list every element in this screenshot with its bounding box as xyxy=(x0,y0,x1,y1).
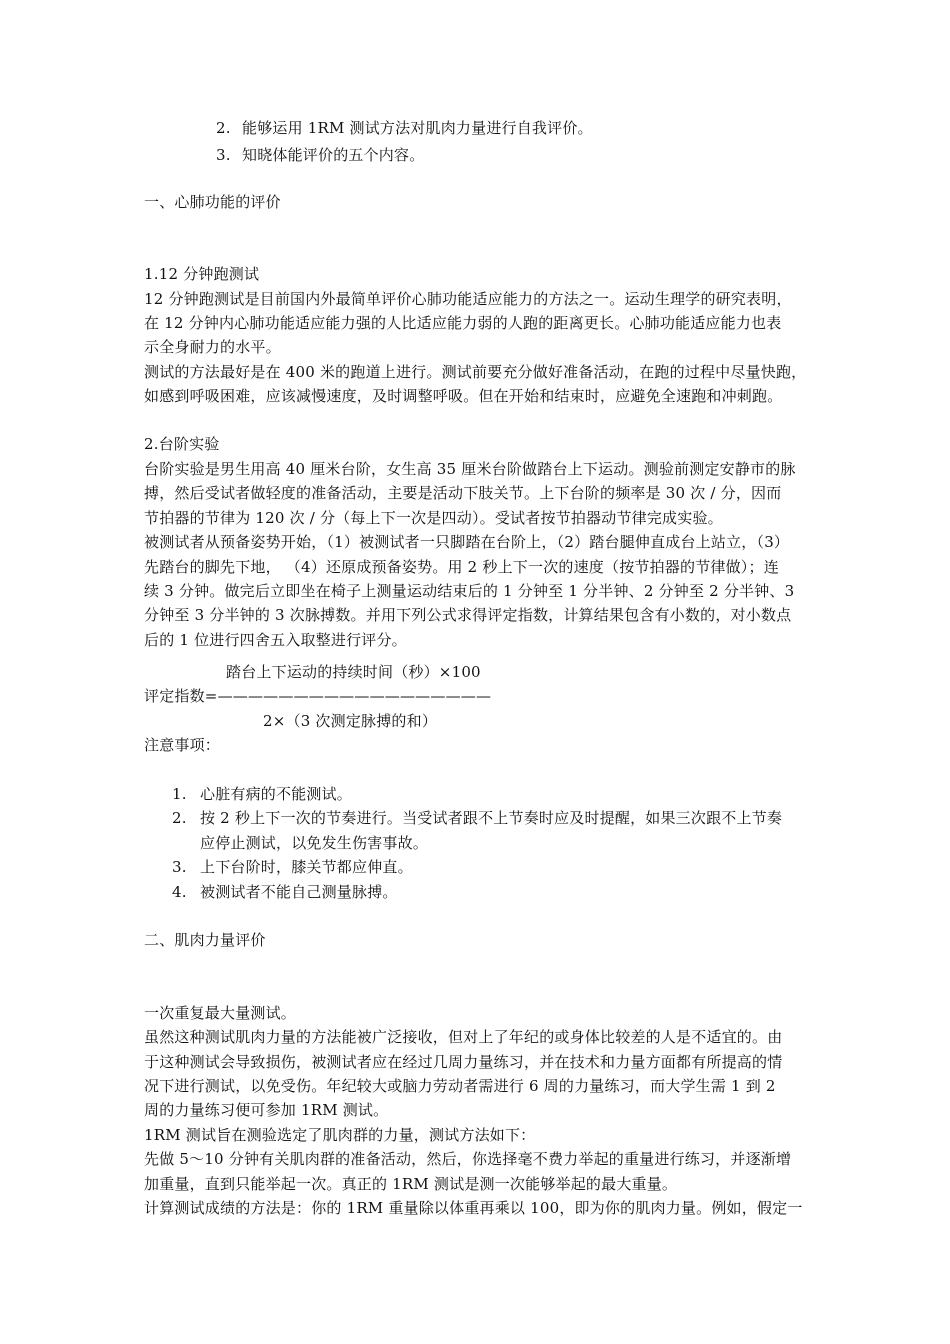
subheading-step-test: 2.台阶实验 xyxy=(144,435,220,453)
note-text: 心脏有病的不能测试。 xyxy=(200,785,353,803)
formula-denominator: 2×（3 次测定脉搏的和） xyxy=(263,712,438,730)
notes-heading: 注意事项： xyxy=(144,736,221,754)
subheading-1rm-test: 一次重复最大量测试。 xyxy=(144,1004,297,1022)
paragraph-line: 被测试者从预备姿势开始，（1）被测试者一只脚踏在台阶上，（2）踏台腿伸直成台上站立，（3） xyxy=(144,533,790,551)
paragraph-line: 台阶实验是男生用高 40 厘米台阶，女生高 35 厘米台阶做踏台上下运动。测验前测定安静市的脉 xyxy=(144,460,796,478)
subheading-12-minute-run: 1.12 分钟跑测试 xyxy=(144,265,260,283)
note-text: 上下台阶时，膝关节都应伸直。 xyxy=(200,858,413,876)
note-number: 1. xyxy=(172,785,187,803)
paragraph-line: 分钟至 3 分半钟的 3 次脉搏数。并用下列公式求得评定指数，计算结果包含有小数的，对小数点 xyxy=(144,606,792,624)
paragraph-line: 12 分钟跑测试是目前国内外最简单评价心肺功能适应能力的方法之一。运动生理学的研究表明， xyxy=(144,290,792,308)
note-number: 4. xyxy=(172,883,187,901)
paragraph-line: 后的 1 位进行四舍五入取整进行评分。 xyxy=(144,631,407,649)
paragraph-line: 周的力量练习便可参加 1RM 测试。 xyxy=(144,1101,389,1119)
note-text: 被测试者不能自己测量脉搏。 xyxy=(200,883,398,901)
paragraph-line: 先踏台的脚先下地， （4）还原成预备姿势。用 2 秒上下一次的速度（按节拍器的节律做）；连 xyxy=(144,558,779,576)
paragraph-line: 先做 5～10 分钟有关肌肉群的准备活动，然后，你选择毫不费力举起的重量进行练习，并逐渐增 xyxy=(144,1150,792,1168)
formula-label-fraction-bar: 评定指数=—————————————————— xyxy=(144,687,492,705)
paragraph-line: 续 3 分钟。做完后立即坐在椅子上测量运动结束后的 1 分钟至 1 分半钟、2 分钟至 2 分半钟、3 xyxy=(144,582,795,600)
section-heading-cardiopulmonary: 一、心肺功能的评价 xyxy=(144,193,281,211)
paragraph-line: 加重量，直到只能举起一次。真正的 1RM 测试是测一次能够举起的最大重量。 xyxy=(144,1175,678,1193)
paragraph-line: 如感到呼吸困难，应该减慢速度，及时调整呼吸。但在开始和结束时，应避免全速跑和冲刺跑。 xyxy=(144,387,783,405)
note-number: 3. xyxy=(172,858,187,876)
paragraph-line: 计算测试成绩的方法是：你的 1RM 重量除以体重再乘以 100，即为你的肌肉力量。例如，假定一 xyxy=(144,1199,803,1217)
objective-2-text: 能够运用 1RM 测试方法对肌肉力量进行自我评价。 xyxy=(242,119,593,137)
paragraph-line: 节拍器的节律为 120 次 / 分（每上下一次是四动）。受试者按节拍器动节律完成实验。 xyxy=(144,509,723,527)
objective-2-number: 2. xyxy=(216,119,231,137)
paragraph-line: 示全身耐力的水平。 xyxy=(144,338,281,356)
paragraph-line: 于这种测试会导致损伤，被测试者应在经过几周力量练习，并在技术和力量方面都有所提高的情 xyxy=(144,1053,783,1071)
paragraph-line: 虽然这种测试肌肉力量的方法能被广泛接收，但对上了年纪的或身体比较差的人是不适宜的。由 xyxy=(144,1028,783,1046)
note-number: 2. xyxy=(172,809,187,827)
paragraph-line: 在 12 分钟内心肺功能适应能力强的人比适应能力弱的人跑的距离更长。心肺功能适应能力也表 xyxy=(144,314,782,332)
objective-3-number: 3. xyxy=(216,146,231,164)
section-heading-muscle-strength: 二、肌肉力量评价 xyxy=(144,931,266,949)
paragraph-line: 搏，然后受试者做轻度的准备活动，主要是活动下肢关节。上下台阶的频率是 30 次 / 分，因而 xyxy=(144,484,782,502)
objective-3-text: 知晓体能评价的五个内容。 xyxy=(242,146,425,164)
paragraph-line: 1RM 测试旨在测验选定了肌肉群的力量，测试方法如下： xyxy=(144,1126,536,1144)
formula-numerator: 踏台上下运动的持续时间（秒）×100 xyxy=(226,663,481,681)
note-text: 按 2 秒上下一次的节奏进行。当受试者跟不上节奏时应及时提醒，如果三次跟不上节奏 xyxy=(200,809,783,827)
note-text: 应停止测试，以免发生伤害事故。 xyxy=(200,834,429,852)
paragraph-line: 测试的方法最好是在 400 米的跑道上进行。测试前要充分做好准备活动，在跑的过程中尽量快跑， xyxy=(144,363,807,381)
paragraph-line: 况下进行测试，以免受伤。年纪较大或脑力劳动者需进行 6 周的力量练习，而大学生需 1 到 2 xyxy=(144,1077,776,1095)
